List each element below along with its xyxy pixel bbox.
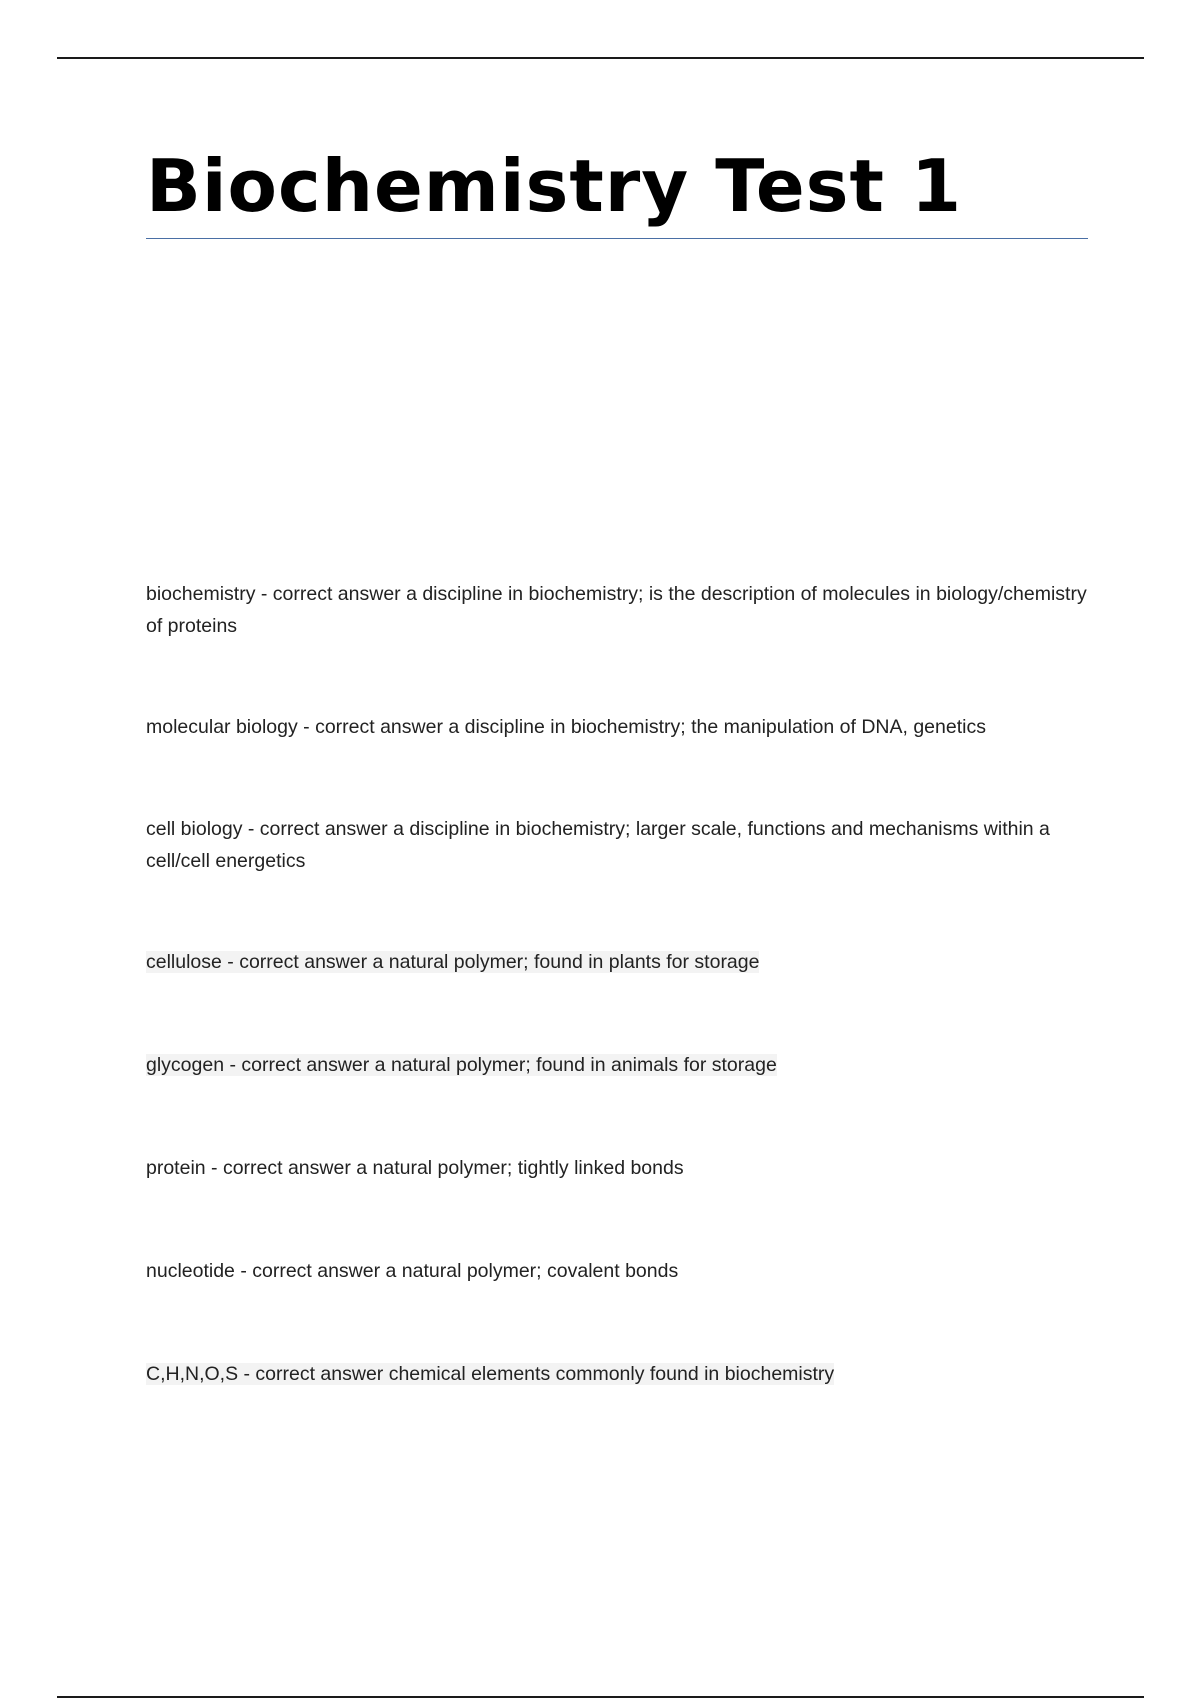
entry-text: C,H,N,O,S - correct answer chemical elements commonly found in biochemistry: [146, 1363, 835, 1385]
page-bottom-rule: [57, 1696, 1144, 1698]
page-top-rule: [57, 57, 1144, 59]
entry-text: molecular biology - correct answer a discipline in biochemistry; the manipulation of DNA, genetics: [146, 716, 986, 738]
document-title: Biochemistry Test 1: [146, 144, 963, 228]
list-item: [146, 1049, 1096, 1081]
list-item: [146, 1358, 1096, 1390]
entry-text: cell biology - correct answer a discipline in biochemistry; larger scale, functions and mechanisms within a cell/cell energetics: [146, 818, 1050, 872]
entry-text: biochemistry - correct answer a discipline in biochemistry; is the description of molecules in biology/chemistry of proteins: [146, 583, 1087, 637]
title-underline: [146, 238, 1088, 239]
list-item: [146, 1152, 1096, 1184]
list-item: [146, 946, 1096, 978]
list-item: [146, 711, 1096, 743]
entry-text: cellulose - correct answer a natural polymer; found in plants for storage: [146, 951, 760, 973]
list-item: [146, 578, 1096, 642]
list-item: [146, 813, 1096, 877]
entry-text: nucleotide - correct answer a natural polymer; covalent bonds: [146, 1260, 679, 1282]
entry-text: protein - correct answer a natural polymer; tightly linked bonds: [146, 1157, 684, 1179]
list-item: [146, 1255, 1096, 1287]
entry-text: glycogen - correct answer a natural polymer; found in animals for storage: [146, 1054, 777, 1076]
